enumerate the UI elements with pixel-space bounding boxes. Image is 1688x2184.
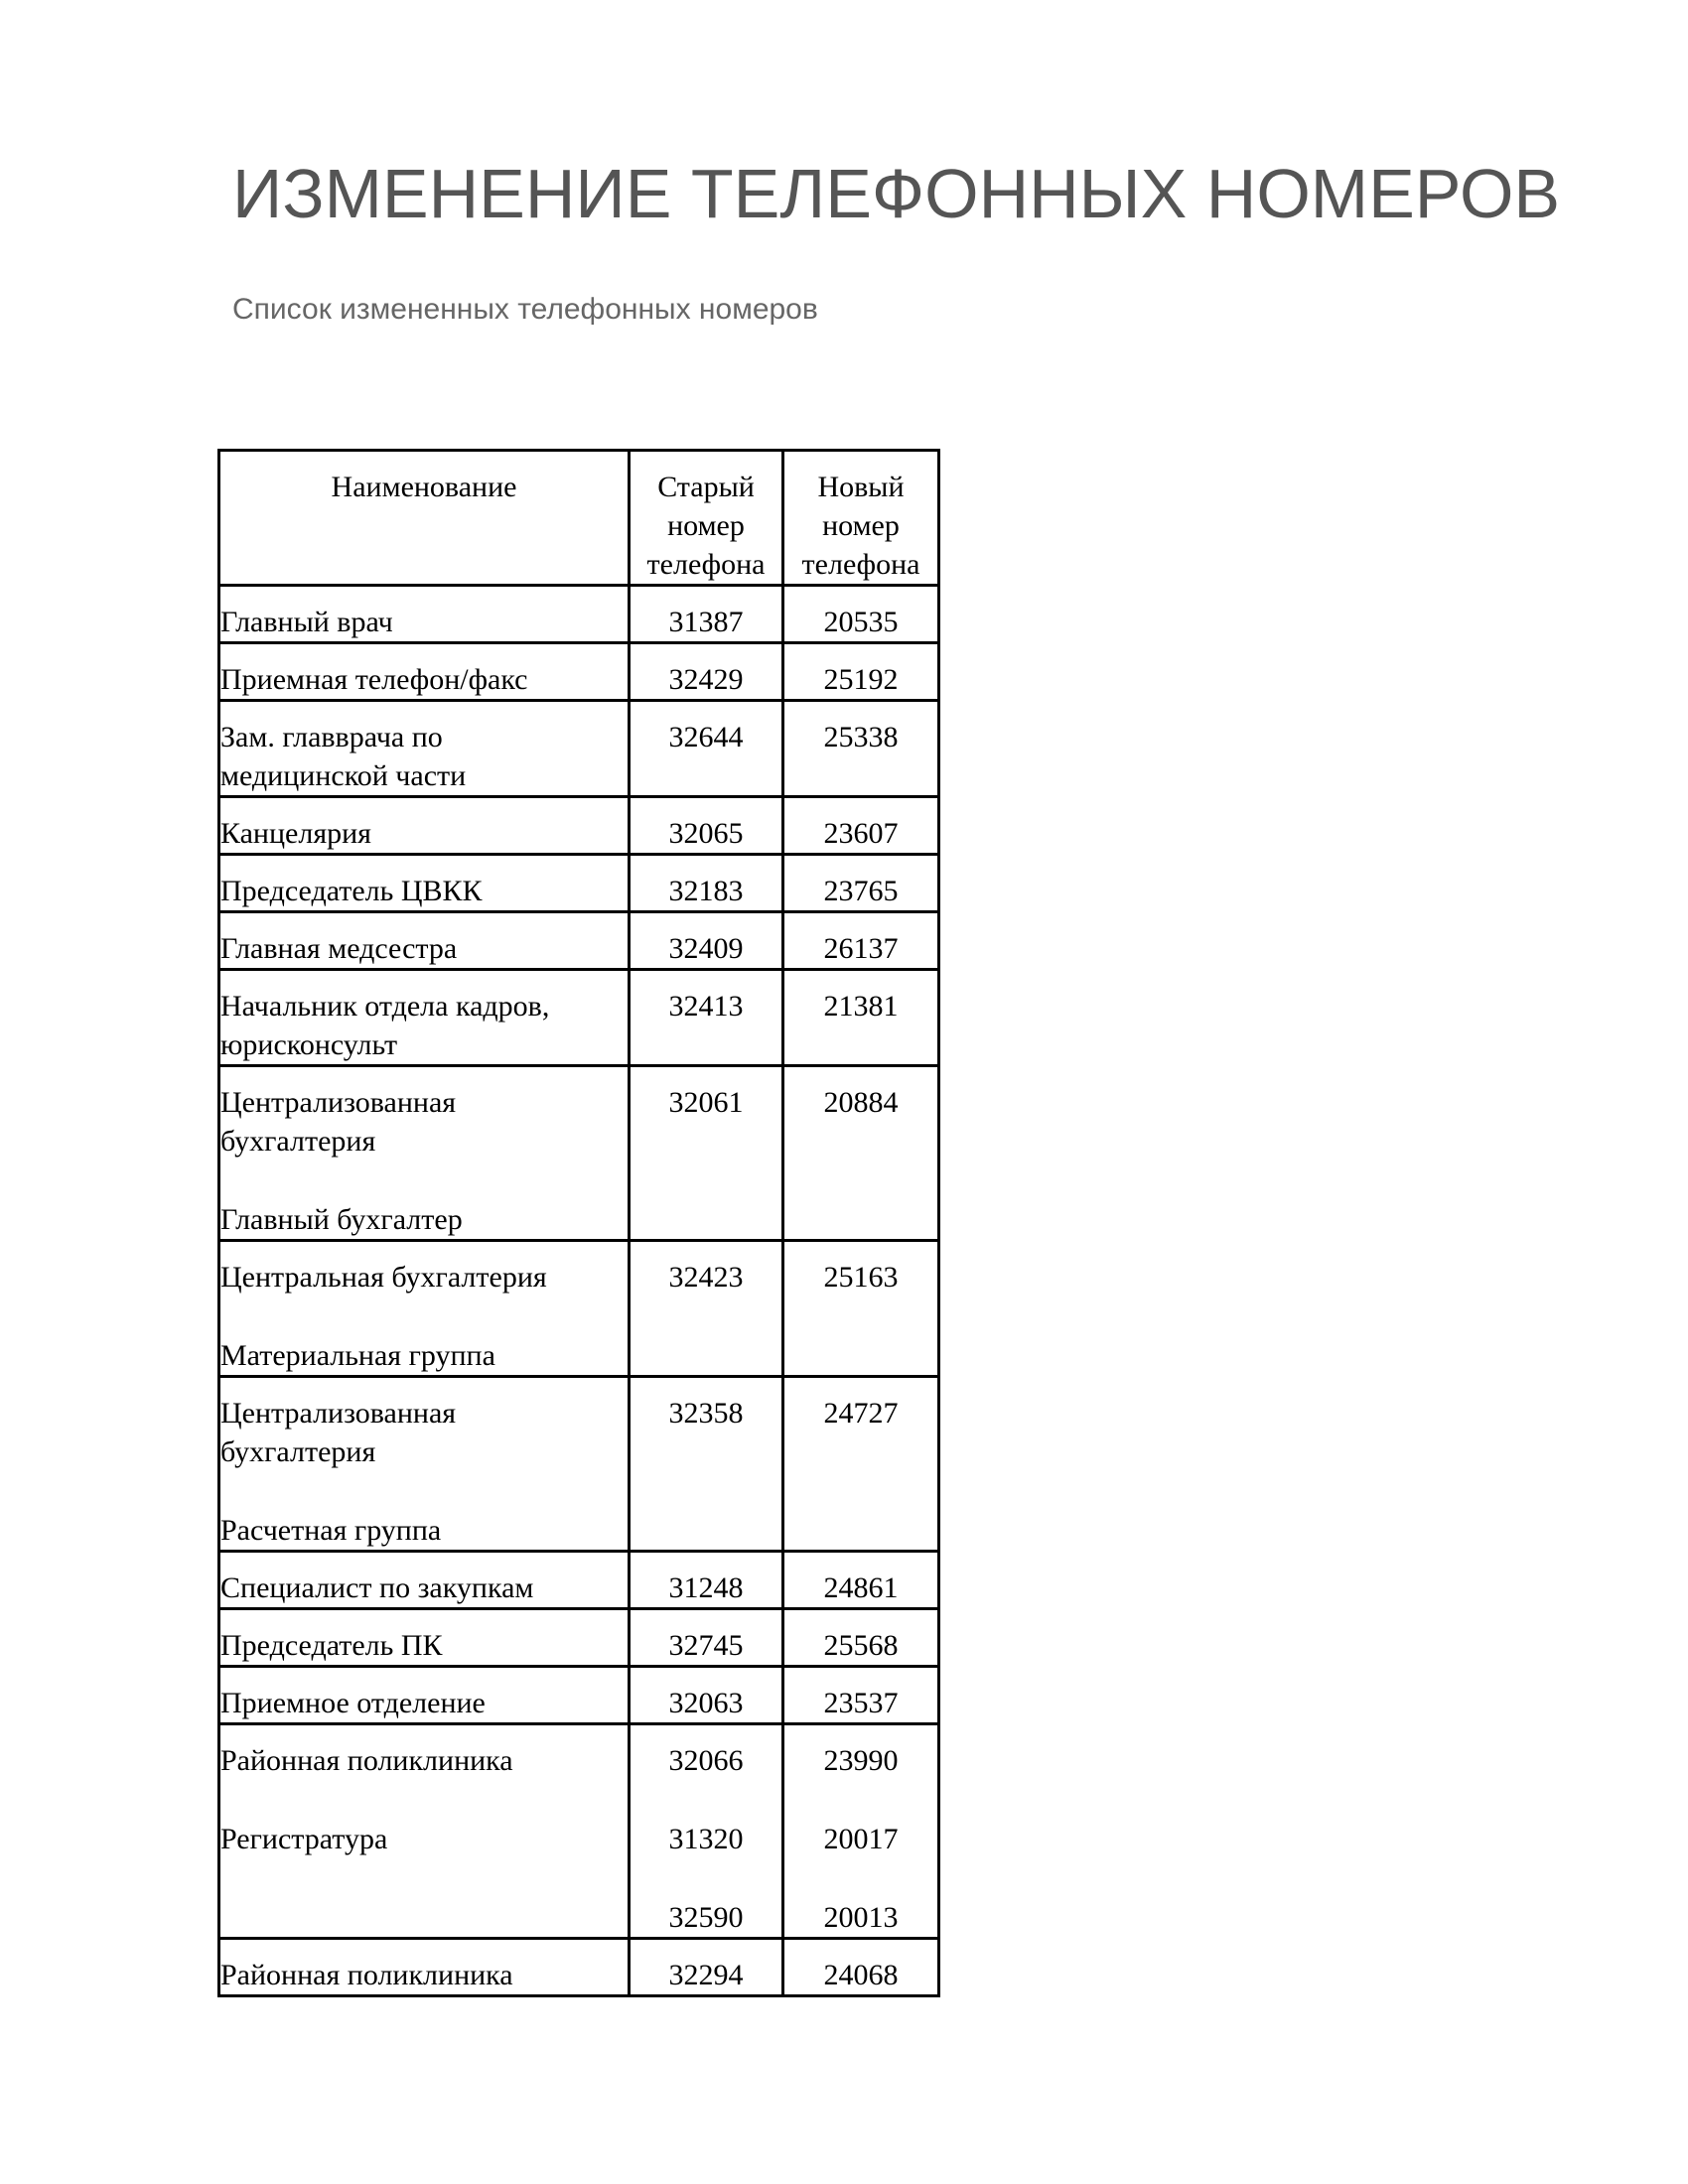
line-gap [631, 1858, 781, 1898]
header-new-number [783, 451, 939, 586]
cell-old-number [630, 1939, 783, 1996]
cell-new-number-line: 24068 [823, 1959, 899, 1991]
line-gap [784, 1780, 937, 1820]
cell-new-number [783, 586, 939, 643]
cell-old-number [630, 1724, 783, 1939]
cell-old-number-line: 32644 [668, 721, 744, 753]
table-row [219, 1377, 939, 1552]
cell-new-number-line: 24861 [823, 1571, 899, 1604]
cell-name-line: Централизованная [220, 1086, 457, 1119]
page-subtitle: Список измененных телефонных номеров [232, 293, 818, 326]
cell-new-number [783, 912, 939, 970]
cell-old-number [630, 1241, 783, 1377]
line-gap [220, 1471, 628, 1511]
cell-new-number-line: 25163 [823, 1261, 899, 1294]
cell-new-number-line: 23607 [823, 817, 899, 850]
cell-old-number [630, 586, 783, 643]
cell-name [219, 855, 630, 912]
table-row [219, 1066, 939, 1241]
table-row [219, 1724, 939, 1939]
cell-old-number [630, 701, 783, 797]
line-gap [220, 1297, 628, 1336]
cell-new-number-line: 25338 [823, 721, 899, 753]
table-row [219, 586, 939, 643]
table-row [219, 643, 939, 701]
cell-old-number-line: 31387 [668, 606, 744, 638]
cell-name-line: Приемная телефон/факс [220, 663, 528, 696]
cell-old-number-line: 32066 [668, 1744, 744, 1777]
cell-new-number [783, 970, 939, 1066]
line-gap [631, 1780, 781, 1820]
cell-old-number-line: 32183 [668, 875, 744, 907]
cell-new-number [783, 643, 939, 701]
cell-old-number [630, 912, 783, 970]
cell-new-number [783, 1066, 939, 1241]
cell-old-number [630, 970, 783, 1066]
cell-new-number-line: 20884 [823, 1086, 899, 1119]
cell-old-number [630, 797, 783, 855]
cell-name-line: Председатель ПК [220, 1629, 443, 1662]
cell-name-line: Центральная бухгалтерия [220, 1261, 547, 1294]
header-name: Наименование [219, 451, 630, 586]
cell-old-number-line: 32294 [668, 1959, 744, 1991]
cell-name-line: Централизованная [220, 1397, 457, 1430]
header-old-line: Старый [657, 471, 755, 503]
cell-old-number [630, 1667, 783, 1724]
cell-new-number-line: 23537 [823, 1687, 899, 1719]
cell-old-number-line: 32423 [668, 1261, 744, 1294]
cell-new-number [783, 701, 939, 797]
page-title: ИЗМЕНЕНИЕ ТЕЛЕФОННЫХ НОМЕРОВ [232, 155, 1561, 232]
table-row [219, 855, 939, 912]
header-new-line: телефона [801, 548, 920, 581]
cell-name-line: Материальная группа [220, 1339, 495, 1372]
cell-new-number-line: 20535 [823, 606, 899, 638]
cell-name [219, 1667, 630, 1724]
cell-name-line: Главный врач [220, 606, 393, 638]
table-row [219, 1552, 939, 1609]
cell-old-number-line: 32358 [668, 1397, 744, 1430]
cell-old-number-line: 32065 [668, 817, 744, 850]
cell-name-line: Начальник отдела кадров, [220, 990, 550, 1023]
cell-name [219, 701, 630, 797]
line-gap [220, 1780, 628, 1820]
table-row [219, 701, 939, 797]
cell-new-number [783, 1724, 939, 1939]
cell-new-number [783, 797, 939, 855]
cell-old-number [630, 1609, 783, 1667]
table-body [219, 586, 939, 1996]
header-new-line: номер [822, 509, 900, 542]
cell-name [219, 1241, 630, 1377]
cell-new-number-line: 25192 [823, 663, 899, 696]
table-row [219, 970, 939, 1066]
cell-name-line: медицинской части [220, 759, 467, 792]
header-old-number [630, 451, 783, 586]
cell-name-line: Приемное отделение [220, 1687, 486, 1719]
cell-new-number [783, 1552, 939, 1609]
cell-old-number-line: 32413 [668, 990, 744, 1023]
header-old-line: номер [667, 509, 745, 542]
cell-old-number-line: 32063 [668, 1687, 744, 1719]
cell-name [219, 1552, 630, 1609]
table-row [219, 912, 939, 970]
cell-name [219, 1609, 630, 1667]
cell-old-number-line: 32590 [668, 1901, 744, 1934]
cell-new-number [783, 1939, 939, 1996]
cell-new-number [783, 1377, 939, 1552]
cell-name [219, 1066, 630, 1241]
cell-name-line: Районная поликлиника [220, 1959, 513, 1991]
cell-name [219, 970, 630, 1066]
cell-old-number-line: 32409 [668, 932, 744, 965]
cell-new-number-line: 23990 [823, 1744, 899, 1777]
cell-name-line: Главная медсестра [220, 932, 458, 965]
cell-name [219, 1939, 630, 1996]
cell-name [219, 586, 630, 643]
cell-name-line: Расчетная группа [220, 1514, 442, 1547]
cell-old-number [630, 1377, 783, 1552]
table-row [219, 1609, 939, 1667]
cell-name-line: юрисконсульт [220, 1028, 398, 1061]
phone-numbers-table [217, 449, 940, 1997]
cell-name [219, 797, 630, 855]
cell-old-number-line: 31320 [668, 1823, 744, 1855]
cell-old-number [630, 855, 783, 912]
cell-new-number-line: 21381 [823, 990, 899, 1023]
cell-new-number-line: 25568 [823, 1629, 899, 1662]
cell-name-line: бухгалтерия [220, 1125, 376, 1158]
cell-old-number-line: 32061 [668, 1086, 744, 1119]
cell-new-number-line: 20017 [823, 1823, 899, 1855]
cell-name-line: Зам. главврача по [220, 721, 443, 753]
cell-new-number [783, 1241, 939, 1377]
cell-new-number [783, 1667, 939, 1724]
cell-name-line: Регистратура [220, 1823, 388, 1855]
cell-name-line: Специалист по закупкам [220, 1571, 534, 1604]
cell-new-number [783, 1609, 939, 1667]
cell-old-number-line: 31248 [668, 1571, 744, 1604]
cell-new-number-line: 24727 [823, 1397, 899, 1430]
header-new-line: Новый [817, 471, 905, 503]
cell-new-number-line: 26137 [823, 932, 899, 965]
cell-name-line: Главный бухгалтер [220, 1203, 463, 1236]
cell-name-line: Районная поликлиника [220, 1744, 513, 1777]
cell-old-number [630, 1066, 783, 1241]
cell-name-line: Председатель ЦВКК [220, 875, 483, 907]
table-row [219, 1241, 939, 1377]
header-old-line: телефона [646, 548, 766, 581]
cell-old-number [630, 643, 783, 701]
cell-name-line: бухгалтерия [220, 1435, 376, 1468]
cell-name-line: Канцелярия [220, 817, 371, 850]
cell-old-number [630, 1552, 783, 1609]
cell-new-number-line: 20013 [823, 1901, 899, 1934]
cell-name [219, 1724, 630, 1939]
cell-name [219, 1377, 630, 1552]
cell-name [219, 912, 630, 970]
table-row [219, 1667, 939, 1724]
table-header-row [219, 451, 939, 586]
table-row [219, 797, 939, 855]
cell-old-number-line: 32745 [668, 1629, 744, 1662]
cell-name [219, 643, 630, 701]
cell-new-number-line: 23765 [823, 875, 899, 907]
cell-old-number-line: 32429 [668, 663, 744, 696]
line-gap [220, 1160, 628, 1200]
cell-new-number [783, 855, 939, 912]
line-gap [784, 1858, 937, 1898]
table-row [219, 1939, 939, 1996]
